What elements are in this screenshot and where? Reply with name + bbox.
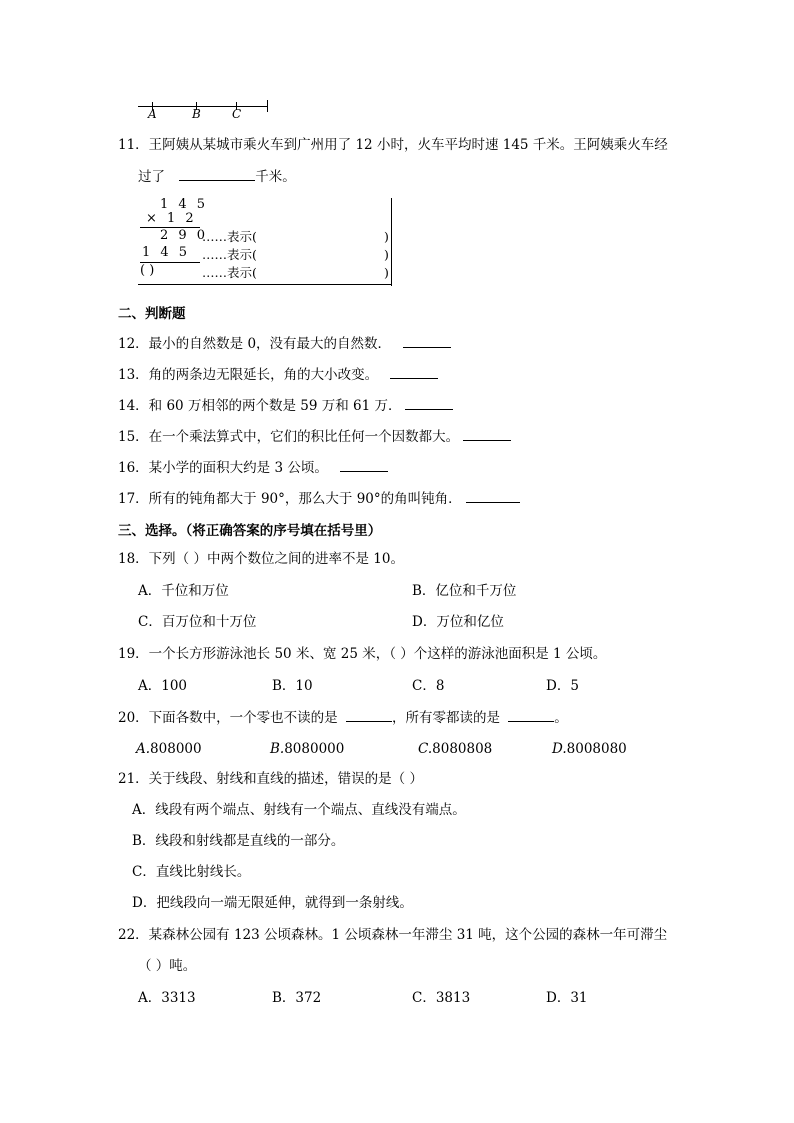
number-line-figure xyxy=(138,100,270,124)
answer-blank-20b[interactable] xyxy=(508,707,554,722)
answer-blank-16[interactable] xyxy=(340,457,388,472)
option-value-a: 808000 xyxy=(150,741,202,757)
question-20-stem xyxy=(118,707,568,727)
question-19-option-d[interactable]: D．5 xyxy=(546,678,579,694)
answer-blank-13[interactable] xyxy=(390,364,438,379)
option-letter-d: D. xyxy=(552,741,567,757)
question-16-text: 16．某小学的面积大约是 3 公顷。 xyxy=(118,460,328,476)
question-22-line2: （ ）吨。 xyxy=(138,958,197,974)
number-line-end xyxy=(267,100,268,112)
question-17-text: 17．所有的钝角都大于 90°，那么大于 90°的角叫钝角． xyxy=(118,491,462,507)
calc-row-2: × 1 2 xyxy=(146,211,197,226)
calc-row-5: ( ) xyxy=(140,263,155,278)
option-value-b: 8080000 xyxy=(284,741,345,757)
option-letter-a: A. xyxy=(136,741,151,757)
question-14 xyxy=(118,395,453,415)
question-19-option-c[interactable]: C．8 xyxy=(412,678,445,694)
question-12-text: 12．最小的自然数是 0，没有最大的自然数． xyxy=(118,336,392,352)
question-21-stem: 21．关于线段、射线和直线的描述，错误的是（ ） xyxy=(118,771,423,787)
point-label-b: B xyxy=(192,107,201,121)
answer-blank-11[interactable] xyxy=(179,166,255,181)
question-13 xyxy=(118,364,438,384)
question-18-option-d[interactable]: D．万位和亿位 xyxy=(412,614,504,630)
question-15 xyxy=(118,426,511,446)
question-20-option-d[interactable] xyxy=(552,740,627,758)
calc-desc-1: ……表示( xyxy=(202,229,257,244)
question-21-option-b[interactable]: B．线段和射线都是直线的一部分。 xyxy=(132,833,345,849)
question-20-stem-b: ，所有零都读的是 xyxy=(391,710,500,726)
question-18-option-a[interactable]: A．千位和万位 xyxy=(138,583,229,599)
calc-row-4: 1 4 5 xyxy=(142,245,191,260)
question-22-option-b[interactable]: B．372 xyxy=(272,990,322,1006)
question-19-option-a[interactable]: A．100 xyxy=(138,678,188,694)
question-11-line1: 11．王阿姨从某城市乘火车到广州用了 12 小时，火车平均时速 145 千米。王阿姨乘火车经 xyxy=(118,137,668,153)
question-21-option-a[interactable]: A．线段有两个端点、射线有一个端点、直线没有端点。 xyxy=(132,802,466,818)
question-22-option-a[interactable]: A．3313 xyxy=(138,990,196,1006)
calc-desc-3: ……表示( xyxy=(202,265,257,280)
question-12 xyxy=(118,333,451,353)
answer-blank-15[interactable] xyxy=(463,426,511,441)
question-21-option-c[interactable]: C．直线比射线长。 xyxy=(132,864,251,880)
number-line-axis xyxy=(138,106,268,107)
question-13-text: 13．角的两条边无限延长，角的大小改变。 xyxy=(118,367,379,383)
calc-close-3: ) xyxy=(384,265,389,280)
question-21-option-d[interactable]: D．把线段向一端无限延伸，就得到一条射线。 xyxy=(132,895,413,911)
option-letter-c: C. xyxy=(418,741,433,757)
answer-blank-17[interactable] xyxy=(466,488,520,503)
question-11-post: 千米。 xyxy=(255,169,296,185)
answer-blank-14[interactable] xyxy=(405,395,453,410)
point-label-a: A xyxy=(148,107,157,121)
question-22-option-c[interactable]: C．3813 xyxy=(412,990,471,1006)
question-18-option-c[interactable]: C．百万位和十万位 xyxy=(138,614,257,630)
section-2-title: 二、判断题 xyxy=(118,306,186,322)
question-18-option-b[interactable]: B．亿位和千万位 xyxy=(412,583,517,599)
calc-close-2: ) xyxy=(384,247,389,262)
question-15-text: 15．在一个乘法算式中，它们的积比任何一个因数都大。 xyxy=(118,429,460,445)
figure-border-bottom xyxy=(138,284,392,285)
question-19-option-b[interactable]: B．10 xyxy=(272,678,313,694)
question-19-stem: 19．一个长方形游泳池长 50 米、宽 25 米，（ ）个这样的游泳池面积是 1 公顷。 xyxy=(118,646,607,662)
question-18-stem: 18．下列（ ）中两个数位之间的进率不是 10。 xyxy=(118,551,404,567)
option-value-d: 8008080 xyxy=(566,741,627,757)
question-22-option-d[interactable]: D．31 xyxy=(546,990,588,1006)
point-label-c: C xyxy=(232,107,242,121)
question-11-line2 xyxy=(138,166,296,186)
option-value-c: 8080808 xyxy=(432,741,493,757)
question-22-line1: 22．某森林公园有 123 公顷森林。1 公顷森林一年滞尘 31 吨，这个公园的森林一年可滞尘 xyxy=(118,927,668,943)
calc-row-3: 2 9 0 xyxy=(160,228,209,243)
question-16 xyxy=(118,457,388,477)
calc-close-1: ) xyxy=(384,229,389,244)
calc-row-1: 1 4 5 xyxy=(160,197,209,212)
question-14-text: 14．和 60 万相邻的两个数是 59 万和 61 万． xyxy=(118,398,402,414)
answer-blank-20a[interactable] xyxy=(346,707,392,722)
multiplication-figure xyxy=(138,198,392,286)
question-20-stem-a: 20．下面各数中，一个零也不读的是 xyxy=(118,710,338,726)
option-letter-b: B. xyxy=(270,741,285,757)
question-20-option-a[interactable] xyxy=(136,740,202,758)
question-20-stem-c: 。 xyxy=(554,710,568,726)
question-17 xyxy=(118,488,520,508)
section-3-title: 三、选择。（将正确答案的序号填在括号里） xyxy=(118,523,382,539)
question-20-option-b[interactable] xyxy=(270,740,344,758)
figure-border-right xyxy=(391,198,392,286)
calc-desc-2: ……表示( xyxy=(202,247,257,262)
question-11-pre: 过了 xyxy=(138,169,165,185)
question-20-option-c[interactable] xyxy=(418,740,492,758)
answer-blank-12[interactable] xyxy=(403,333,451,348)
